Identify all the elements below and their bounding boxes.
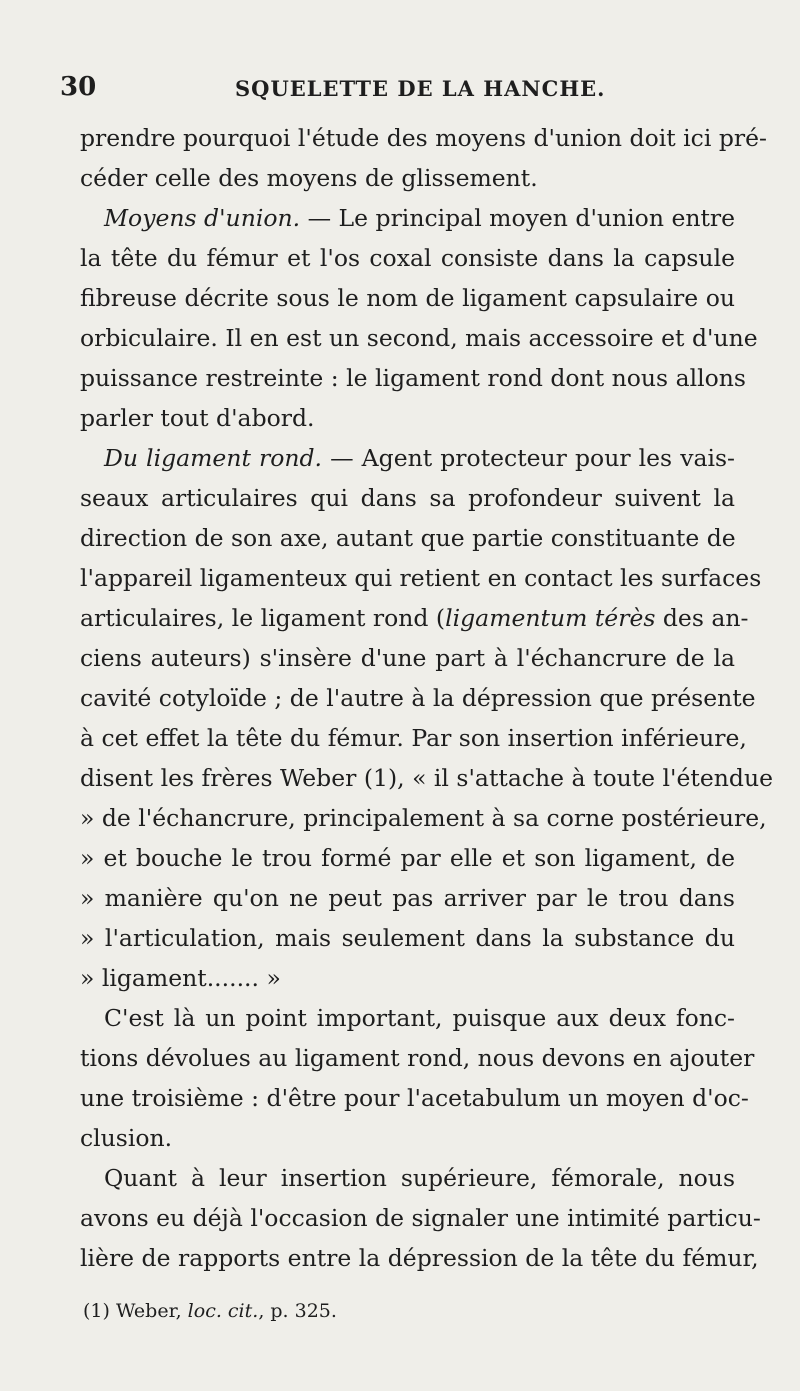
quote-line: » l'articulation, mais seulement dans la substance du: [80, 924, 735, 952]
text-line: à cet effet la tête du fémur. Par son insertion inférieure,: [80, 724, 747, 752]
footnote-text: (1) Weber,: [83, 1300, 188, 1322]
text-line: C'est là un point important, puisque aux deux fonc-: [104, 1004, 735, 1032]
text-run: des an-: [655, 604, 749, 632]
text-line: ciens auteurs) s'insère d'une part à l'échancrure de la: [80, 644, 735, 672]
text-line: cavité cotyloïde ; de l'autre à la dépression que présente: [80, 684, 756, 712]
section-heading-moyens-union: Moyens d'union.: [104, 204, 301, 232]
body-text: [80, 118, 773, 1278]
text-line: la tête du fémur et l'os coxal consiste dans la capsule: [80, 244, 735, 272]
text-line: direction de son axe, autant que partie constituante de: [80, 524, 736, 552]
quote-line: » et bouche le trou formé par elle et son ligament, de: [80, 844, 735, 872]
section-heading-ligament-rond: Du ligament rond.: [104, 444, 323, 472]
text-line: prendre pourquoi l'étude des moyens d'union doit ici pré-: [80, 124, 767, 152]
text-run: — Le principal moyen d'union entre: [300, 204, 736, 232]
section-heading-line: [80, 438, 735, 478]
page-header: [60, 72, 760, 106]
text-run: articulaires, le ligament rond (: [80, 604, 446, 632]
quote-line: » ligament....... »: [80, 964, 281, 992]
footnote: [83, 1300, 337, 1322]
text-line: une troisième : d'être pour l'acetabulum un moyen d'oc-: [80, 1084, 749, 1112]
text-line: orbiculaire. Il en est un second, mais accessoire et d'une: [80, 324, 758, 352]
quote-line: » manière qu'on ne peut pas arriver par le trou dans: [80, 884, 735, 912]
text-line: avons eu déjà l'occasion de signaler une intimité particu-: [80, 1204, 761, 1232]
text-line: fibreuse décrite sous le nom de ligament capsulaire ou: [80, 284, 735, 312]
footnote-citation: loc. cit.: [187, 1300, 259, 1322]
quote-line: » de l'échancrure, principalement à sa corne postérieure,: [80, 804, 767, 832]
text-line: seaux articulaires qui dans sa profondeur suivent la: [80, 484, 735, 512]
text-line: puissance restreinte : le ligament rond dont nous allons: [80, 364, 746, 392]
text-line: céder celle des moyens de glissement.: [80, 164, 538, 192]
text-line: lière de rapports entre la dépression de la tête du fémur,: [80, 1244, 759, 1272]
text-line: tions dévolues au ligament rond, nous devons en ajouter: [80, 1044, 755, 1072]
text-line: clusion.: [80, 1124, 173, 1152]
footnote-text: , p. 325.: [258, 1300, 337, 1322]
text-line: parler tout d'abord.: [80, 404, 315, 432]
text-run: — Agent protecteur pour les vais-: [322, 444, 735, 472]
section-heading-line: [80, 198, 735, 238]
text-line: l'appareil ligamenteux qui retient en contact les surfaces: [80, 564, 762, 592]
running-title: SQUELETTE DE LA HANCHE.: [235, 76, 606, 101]
text-line: Quant à leur insertion supérieure, fémorale, nous: [104, 1164, 735, 1192]
page-number: 30: [60, 72, 97, 102]
text-line: [80, 598, 749, 638]
latin-term: ligamentum térès: [445, 604, 656, 632]
text-line: disent les frères Weber (1), « il s'attache à toute l'étendue: [80, 764, 773, 792]
